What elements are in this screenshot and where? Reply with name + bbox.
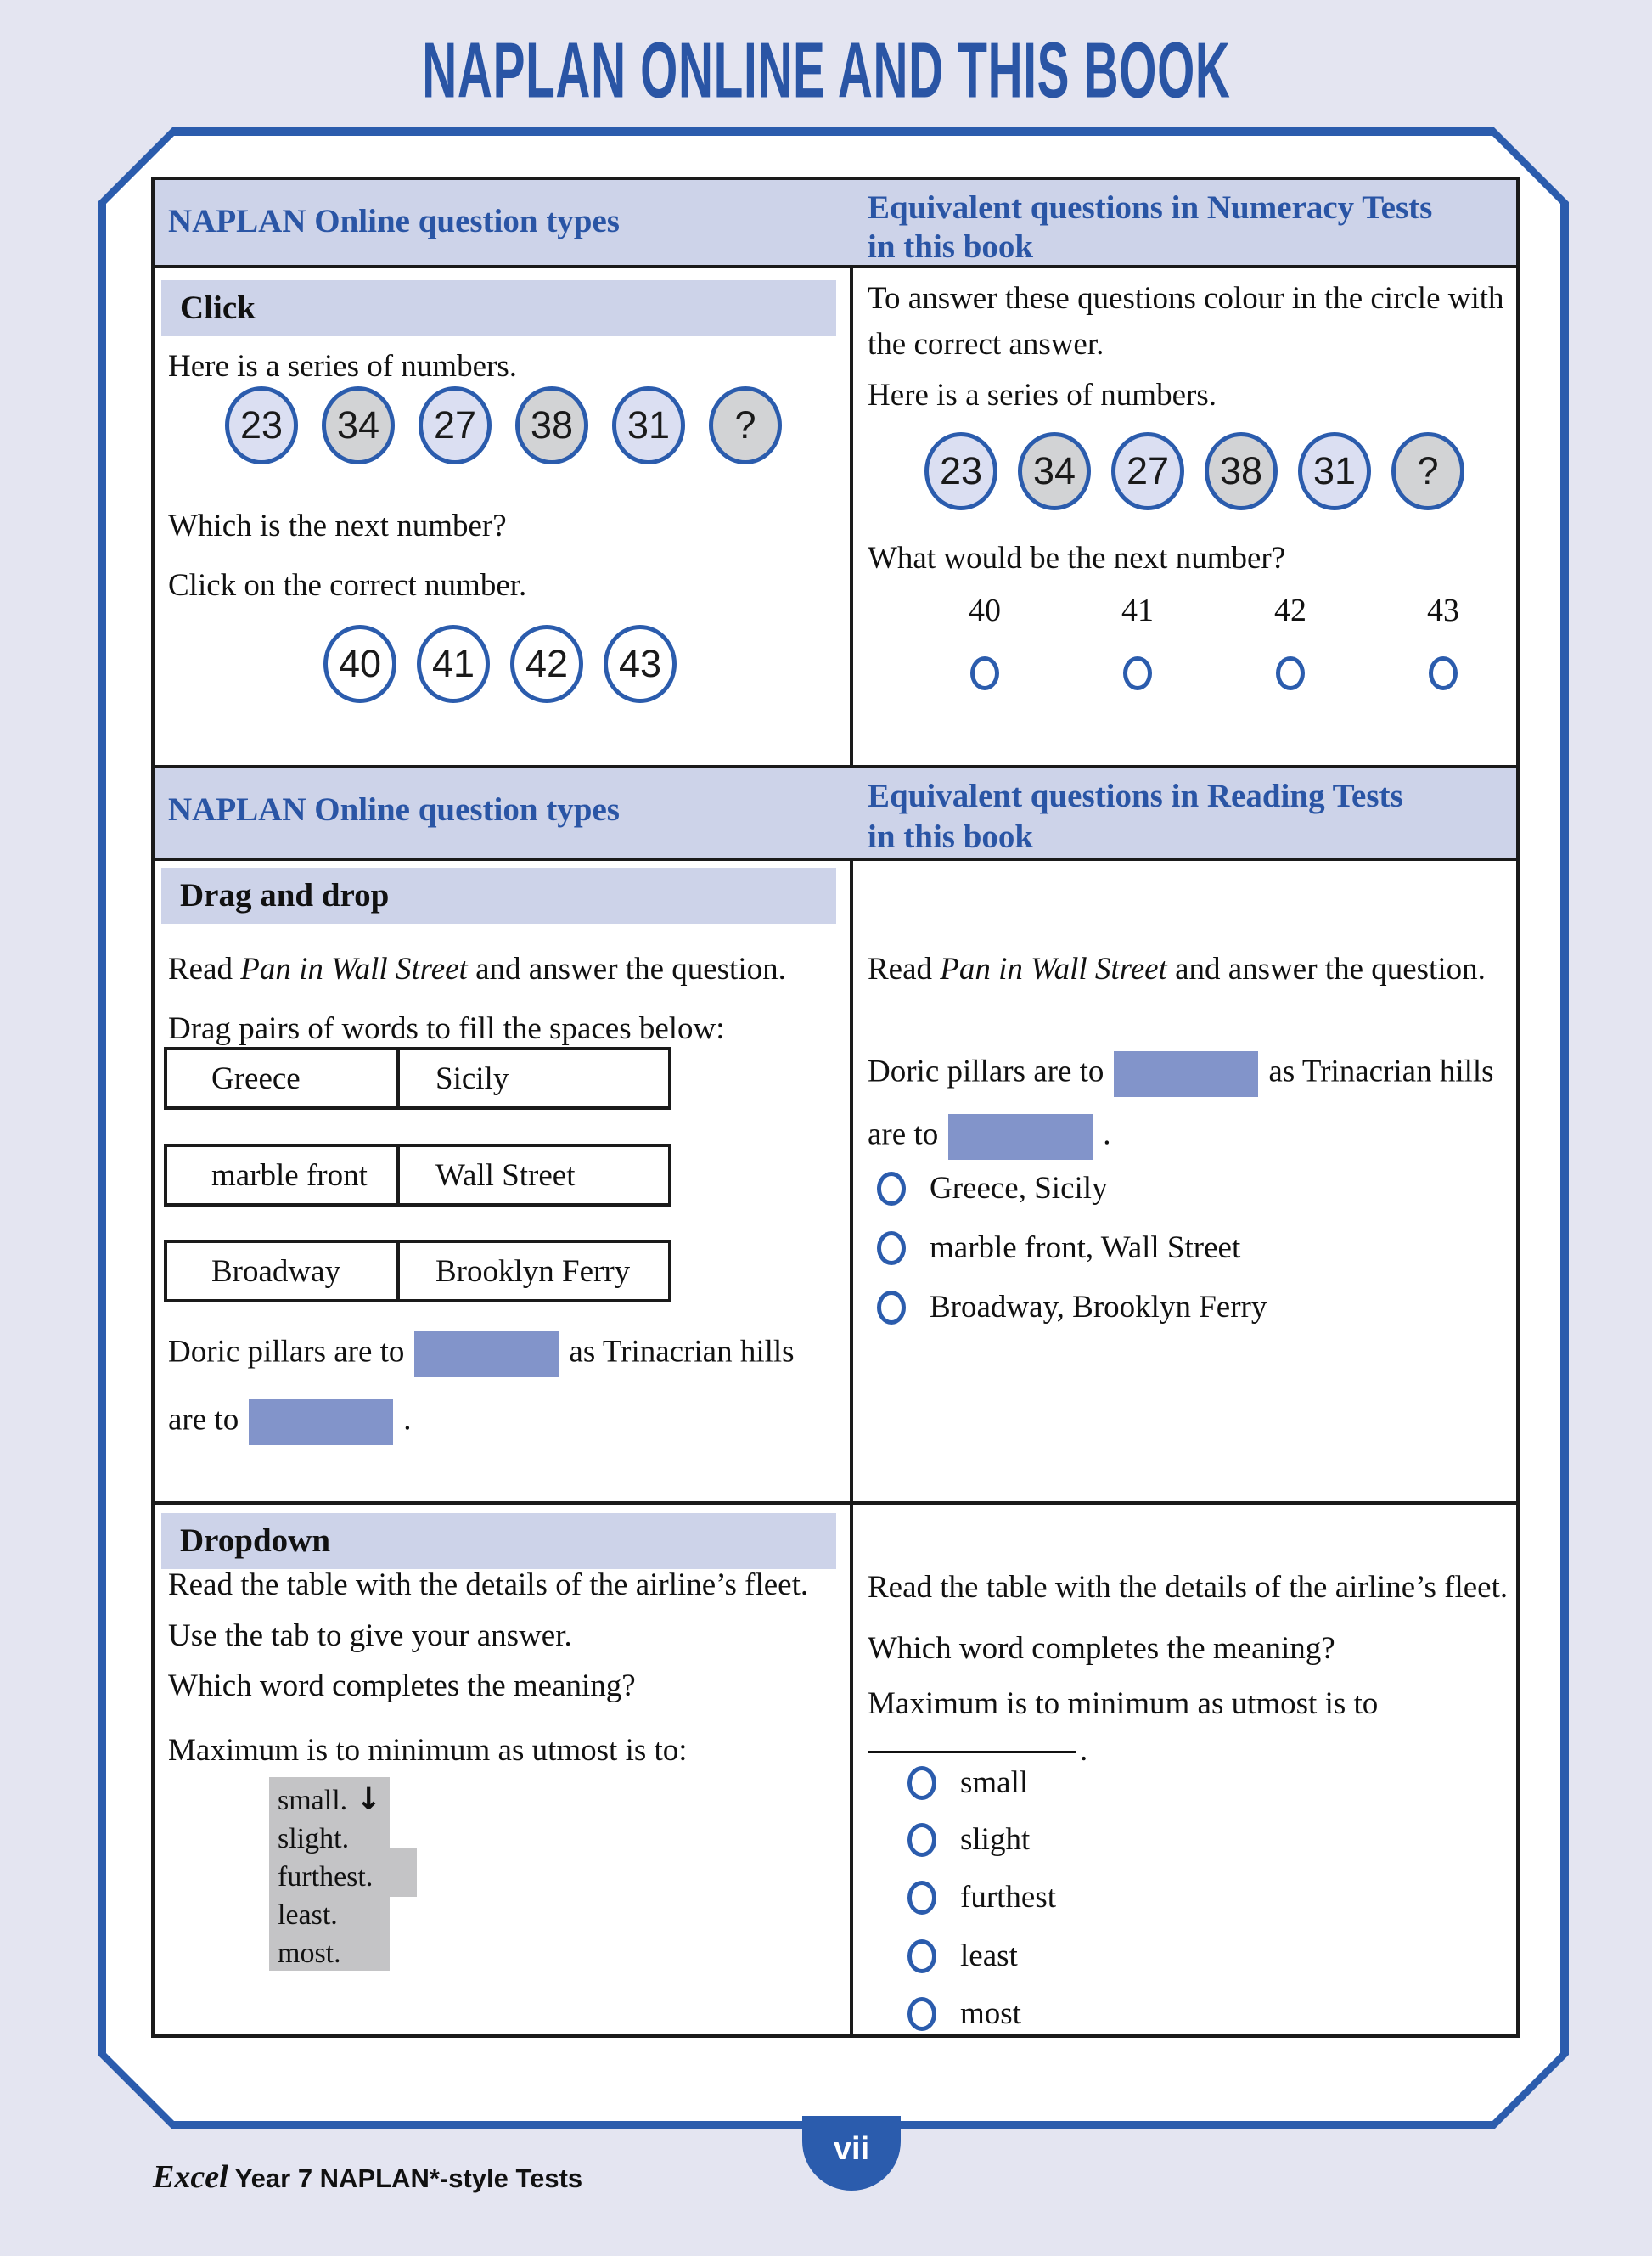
row-divider (155, 265, 1516, 268)
fleet-instruction: Read the table with the details of the airline’s fleet. (868, 1570, 1509, 1605)
click-section-bar (161, 280, 836, 336)
dropdown-item[interactable]: slight. (278, 1823, 350, 1854)
word-tile[interactable]: Sicily (435, 1060, 509, 1096)
option-label: marble front, Wall Street (930, 1230, 1241, 1265)
footer-brand: Excel (153, 2159, 228, 2195)
answer-circle-42[interactable]: 42 (510, 625, 583, 703)
series-circle: 38 (515, 386, 588, 464)
passage-title: Pan in Wall Street (240, 952, 468, 987)
fleet-instruction: Read the table with the details of the airline’s fleet. (168, 1567, 809, 1602)
series-circle: 31 (1298, 432, 1371, 510)
reading-header-left: NAPLAN Online question types (168, 791, 620, 828)
click-section-label: Click (180, 290, 256, 326)
answer-circle-40[interactable]: 40 (323, 625, 396, 703)
option-row (877, 1289, 1267, 1325)
series-intro: Here is a series of numbers. (868, 378, 1217, 413)
word-tile[interactable]: Broadway (167, 1243, 400, 1299)
analogy-stem: Maximum is to minimum as utmost is to (868, 1686, 1379, 1721)
series-circle: 34 (1018, 432, 1091, 510)
word-tile[interactable]: marble front (167, 1147, 400, 1203)
answer-radio-40[interactable] (970, 656, 999, 690)
option-radio[interactable] (877, 1231, 906, 1265)
cloze-sentence-line2: are to . (868, 1114, 1110, 1160)
drag-drop-section-label: Drag and drop (180, 877, 390, 914)
drag-drop-section-bar (161, 868, 836, 924)
series-circle: 23 (225, 386, 298, 464)
dropdown-section-bar (161, 1513, 836, 1569)
option-row (907, 1995, 1021, 2032)
tab-instruction: Use the tab to give your answer. (168, 1618, 572, 1653)
option-label: furthest (960, 1880, 1057, 1915)
dropdown-section-label: Dropdown (180, 1522, 331, 1559)
page-number-badge (802, 2116, 901, 2191)
option-row (907, 1764, 1028, 1801)
meaning-question: Which word completes the meaning? (868, 1631, 1335, 1666)
dropdown-item[interactable]: most. (278, 1938, 341, 1969)
cloze-sentence-line1: Doric pillars are to as Trinacrian hills (168, 1331, 795, 1377)
read-passage-line: Read Pan in Wall Street and answer the question. (868, 952, 1486, 987)
option-label: small (960, 1765, 1029, 1800)
analogy-stem: Maximum is to minimum as utmost is to: (168, 1733, 688, 1768)
click-question: Which is the next number? (168, 509, 507, 543)
word-tile[interactable]: Brooklyn Ferry (435, 1253, 631, 1289)
series-circle: 34 (322, 386, 395, 464)
word-tile[interactable]: Wall Street (435, 1157, 576, 1193)
colour-instruction-line1: To answer these questions colour in the circle with (868, 281, 1504, 316)
passage-title: Pan in Wall Street (940, 952, 1167, 987)
word-pair-table (164, 1047, 671, 1110)
answer-circle-43[interactable]: 43 (604, 625, 677, 703)
answer-number: 42 (1274, 593, 1306, 628)
option-radio[interactable] (877, 1291, 906, 1325)
series-circle: 27 (1111, 432, 1184, 510)
reading-header-right-line1: Equivalent questions in Reading Tests (868, 778, 1403, 814)
answer-circle-41[interactable]: 41 (417, 625, 490, 703)
footer (153, 2158, 582, 2196)
numeracy-header-right-line2: in this book (868, 228, 1034, 265)
dropdown-item[interactable]: least. (278, 1899, 338, 1931)
cloze-sentence-line1: Doric pillars are to as Trinacrian hills (868, 1051, 1494, 1097)
answer-radio-43[interactable] (1429, 656, 1458, 690)
cloze-blank (1114, 1051, 1258, 1097)
option-radio[interactable] (907, 1939, 936, 1973)
answer-radio-42[interactable] (1276, 656, 1305, 690)
footer-text: Year 7 NAPLAN*-style Tests (228, 2163, 583, 2193)
word-pair-table (164, 1144, 671, 1207)
answer-number: 41 (1121, 593, 1154, 628)
option-row (877, 1229, 1240, 1266)
series-circle: 27 (419, 386, 492, 464)
option-radio[interactable] (907, 1766, 936, 1800)
series-circle-unknown: ? (709, 386, 782, 464)
dropdown-scroll-fragment (390, 1848, 417, 1897)
option-row (877, 1170, 1108, 1207)
option-radio[interactable] (907, 1823, 936, 1857)
series-circle: 31 (612, 386, 685, 464)
numeracy-header-right-line1: Equivalent questions in Numeracy Tests (868, 189, 1433, 226)
answer-number: 40 (969, 593, 1001, 628)
option-label: most (960, 1996, 1021, 2031)
dropdown-item[interactable]: furthest. (278, 1861, 374, 1893)
question-types-table (151, 177, 1520, 2038)
dropdown-arrow-icon: ↓ (356, 1782, 382, 1817)
series-circle: 23 (924, 432, 997, 510)
reading-header-right-line2: in this book (868, 819, 1034, 855)
drag-instruction: Drag pairs of words to fill the spaces below: (168, 1011, 725, 1046)
option-radio[interactable] (877, 1172, 906, 1206)
answer-number: 43 (1427, 593, 1459, 628)
cloze-sentence-line2: are to . (168, 1399, 411, 1445)
drop-target-blank[interactable] (414, 1331, 559, 1377)
option-row (907, 1879, 1056, 1916)
page-title: NAPLAN ONLINE AND THIS BOOK (421, 26, 1231, 115)
numeracy-header-left: NAPLAN Online question types (168, 203, 620, 239)
series-circle-unknown: ? (1391, 432, 1464, 510)
option-radio[interactable] (907, 1881, 936, 1915)
option-label: Broadway, Brooklyn Ferry (930, 1290, 1267, 1325)
click-instruction: Click on the correct number. (168, 568, 527, 603)
answer-blank-line (868, 1727, 1076, 1753)
cloze-blank (948, 1114, 1093, 1160)
row-divider (155, 858, 1516, 861)
row-divider (155, 1501, 1516, 1505)
dropdown-list (269, 1777, 390, 1971)
column-divider (850, 180, 853, 2034)
dropdown-item[interactable]: small. ↓ (278, 1782, 382, 1817)
option-label: least (960, 1938, 1018, 1973)
page-number: vii (833, 2130, 870, 2167)
word-pair-table (164, 1240, 671, 1302)
option-row (907, 1821, 1030, 1858)
series-intro: Here is a series of numbers. (168, 349, 517, 384)
drop-target-blank[interactable] (249, 1399, 393, 1445)
blank-period: . (1080, 1733, 1088, 1768)
read-passage-line: Read Pan in Wall Street and answer the question. (168, 952, 786, 987)
option-radio[interactable] (907, 1997, 936, 2031)
answer-radio-41[interactable] (1123, 656, 1152, 690)
option-row (907, 1938, 1018, 1974)
option-label: Greece, Sicily (930, 1171, 1108, 1206)
meaning-question: Which word completes the meaning? (168, 1668, 636, 1703)
word-tile[interactable]: Greece (167, 1050, 400, 1106)
series-circle: 38 (1205, 432, 1278, 510)
numeracy-question: What would be the next number? (868, 541, 1286, 576)
colour-instruction-line2: the correct answer. (868, 327, 1104, 362)
option-label: slight (960, 1822, 1031, 1857)
